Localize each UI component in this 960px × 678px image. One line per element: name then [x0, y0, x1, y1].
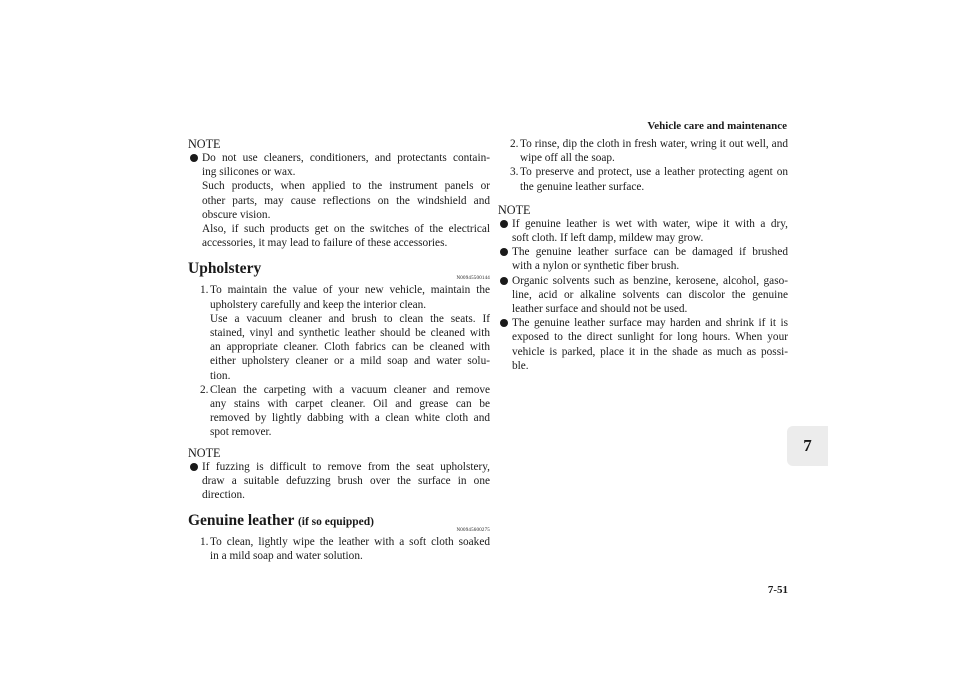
text-line: accessories, it may lead to failure of these accessories.	[202, 237, 448, 250]
section-tab: 7	[787, 426, 828, 466]
note-bullet	[500, 217, 788, 245]
text-line: To maintain the value of your new vehicle, maintain the	[210, 284, 490, 297]
text-line: wipe off all the soap.	[520, 152, 615, 165]
text-line: To rinse, dip the cloth in fresh water, wring it out well, and	[520, 138, 788, 150]
note-bullet	[190, 460, 490, 503]
text-line: Organic solvents such as benzine, kerosene, alcohol, gaso-	[512, 274, 788, 287]
text-line: ing silicones or wax.	[202, 166, 296, 179]
text-line: line, acid or alkaline solvents can discolor the genuine	[512, 288, 788, 301]
bullet-icon	[500, 220, 508, 228]
text-line: To clean, lightly wipe the leather with a soft cloth soaked	[210, 536, 490, 549]
heading-qualifier: (if so equipped)	[297, 516, 374, 529]
note-label: NOTE	[188, 137, 221, 151]
section-heading-genuine-leather	[188, 511, 490, 534]
text-line: ble.	[512, 359, 529, 372]
bullet-icon	[500, 248, 508, 256]
text-line: leather surface and should not be used.	[512, 303, 688, 316]
text-line: direction.	[202, 489, 245, 502]
step-number: 2.	[200, 383, 209, 396]
text-line: tion.	[210, 369, 231, 382]
bullet-icon	[500, 277, 508, 285]
text-line: the genuine leather surface.	[520, 180, 645, 193]
text-line: The genuine leather surface can be damaged if brushed	[512, 246, 788, 259]
text-line: draw a suitable defuzzing brush over the surface in one	[202, 474, 490, 487]
text-line: Clean the carpeting with a vacuum cleaner and remove	[210, 383, 490, 396]
note-label: NOTE	[188, 445, 221, 460]
step-number: 1.	[200, 284, 209, 297]
text-line: vehicle is parked, place it in the shade as much as possi-	[512, 345, 788, 358]
text-line: with a nylon or synthetic fiber brush.	[512, 260, 680, 273]
heading-text: Genuine leather	[188, 512, 295, 530]
step-number: 3.	[510, 166, 519, 179]
text-line: exposed to the direct sunlight for long hours. When your	[512, 331, 788, 344]
text-line: Also, if such products get on the switches of the electrical	[202, 223, 490, 236]
bullet-icon	[500, 319, 508, 327]
bullet-icon	[190, 463, 198, 471]
text-line: If fuzzing is difficult to remove from the seat upholstery,	[202, 460, 490, 473]
text-line: The genuine leather surface may harden and shrink if it is	[512, 317, 788, 330]
step-number: 1.	[200, 536, 209, 549]
section-code: N00945600275	[456, 528, 490, 534]
step-item	[188, 383, 490, 440]
note-bullet	[500, 245, 788, 273]
bullet-icon	[190, 154, 198, 162]
text-line: stained, vinyl and synthetic leather should be cleaned with	[210, 327, 490, 340]
text-line: spot remover.	[210, 426, 272, 439]
text-line: If genuine leather is wet with water, wipe it with a dry,	[512, 217, 788, 230]
step-item	[498, 165, 788, 193]
note-bullet	[190, 151, 490, 250]
section-heading-upholstery	[188, 259, 490, 282]
text-line: upholstery carefully and keep the interior clean.	[210, 298, 427, 311]
text-line: To preserve and protect, use a leather protecting agent on	[520, 166, 788, 179]
text-line: in a mild soap and water solution.	[210, 550, 363, 563]
text-line: any stains with carpet cleaner. Oil and grease can be	[210, 398, 490, 411]
text-line: Do not use cleaners, conditioners, and protectants contain-	[202, 152, 490, 164]
page-number: 7-51	[767, 584, 788, 596]
text-line: Use a vacuum cleaner and brush to clean the seats. If	[210, 312, 490, 325]
step-number: 2.	[510, 138, 519, 150]
step-item	[498, 137, 788, 165]
running-header: Vehicle care and maintenance	[647, 120, 787, 132]
text-line: other parts, may cause reflections on the windshield and	[202, 194, 490, 207]
note-label: NOTE	[498, 202, 531, 217]
section-code: N00945500144	[456, 276, 490, 282]
left-column	[188, 137, 490, 564]
note-bullet	[500, 316, 788, 373]
text-line: obscure vision.	[202, 208, 271, 221]
heading-text: Upholstery	[188, 260, 262, 278]
text-line: Such products, when applied to the instrument panels or	[202, 180, 490, 193]
text-line: either upholstery cleaner or a mild soap and water solu-	[210, 355, 490, 368]
right-column	[498, 137, 788, 373]
step-item	[188, 535, 490, 563]
text-line: removed by lightly dabbing with a clean white cloth and	[210, 412, 490, 425]
text-line: soft cloth. If left damp, mildew may grow.	[512, 232, 704, 245]
text-line: an appropriate cleaner. Cloth fabrics can be cleaned with	[210, 341, 490, 354]
step-item	[188, 283, 490, 382]
note-bullet	[500, 274, 788, 317]
